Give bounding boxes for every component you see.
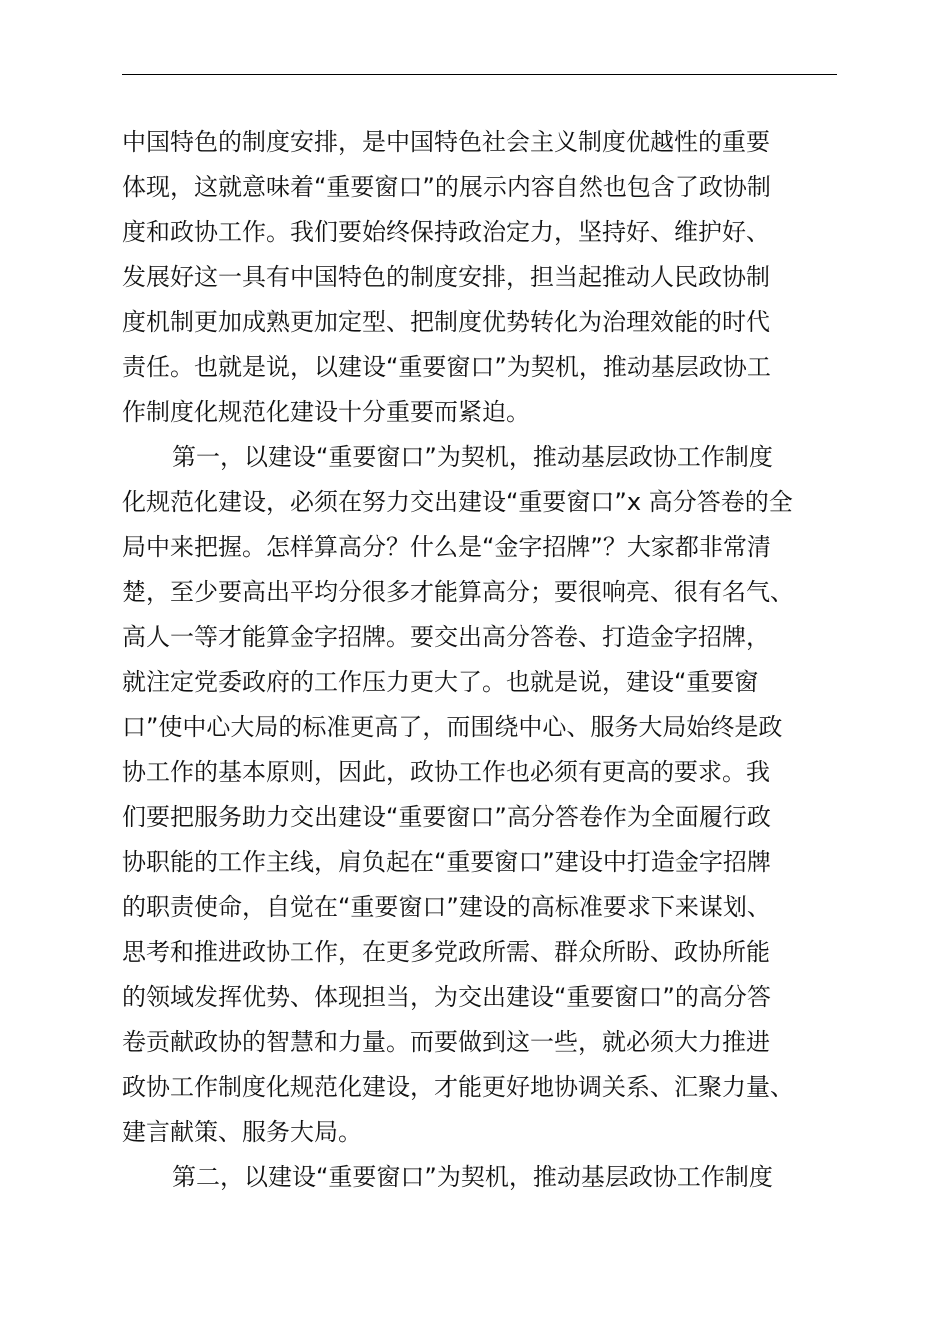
text-line: 局中来把握。怎样算高分？什么是“金字招牌”？大家都非常清 bbox=[122, 533, 771, 561]
text-line: 高人一等才能算金字招牌。要交出高分答卷、打造金字招牌， bbox=[122, 623, 770, 651]
text-line: 楚，至少要高出平均分很多才能算高分；要很响亮、很有名气、 bbox=[122, 578, 794, 606]
text-line: 的领域发挥优势、体现担当，为交出建设“重要窗口”的高分答 bbox=[122, 983, 771, 1011]
document-body bbox=[122, 120, 852, 1200]
paragraph-first-line: 第二，以建设“重要窗口”为契机，推动基层政协工作制度 bbox=[172, 1163, 773, 1191]
text-line: 协职能的工作主线，肩负起在“重要窗口”建设中打造金字招牌 bbox=[122, 848, 771, 876]
text-line: 们要把服务助力交出建设“重要窗口”高分答卷作为全面履行政 bbox=[122, 803, 771, 831]
text-line: 体现，这就意味着“重要窗口”的展示内容自然也包含了政协制 bbox=[122, 173, 771, 201]
text-line: 的职责使命，自觉在“重要窗口”建设的高标准要求下来谋划、 bbox=[122, 893, 771, 921]
text-line: 责任。也就是说，以建设“重要窗口”为契机，推动基层政协工 bbox=[122, 353, 771, 381]
text-line: 协工作的基本原则，因此，政协工作也必须有更高的要求。我 bbox=[122, 758, 770, 786]
header-rule bbox=[122, 74, 837, 75]
text-line: 建言献策、服务大局。 bbox=[122, 1118, 362, 1146]
text-line: 中国特色的制度安排，是中国特色社会主义制度优越性的重要 bbox=[122, 128, 770, 156]
text-line: 度机制更加成熟更加定型、把制度优势转化为治理效能的时代 bbox=[122, 308, 770, 336]
text-line: 发展好这一具有中国特色的制度安排，担当起推动人民政协制 bbox=[122, 263, 770, 291]
paragraph-first-line: 第一，以建设“重要窗口”为契机，推动基层政协工作制度 bbox=[172, 443, 773, 471]
text-line: 政协工作制度化规范化建设，才能更好地协调关系、汇聚力量、 bbox=[122, 1073, 794, 1101]
text-line: 思考和推进政协工作，在更多党政所需、群众所盼、政协所能 bbox=[122, 938, 770, 966]
text-line: 就注定党委政府的工作压力更大了。也就是说，建设“重要窗 bbox=[122, 668, 759, 696]
text-line: 化规范化建设，必须在努力交出建设“重要窗口”x 高分答卷的全 bbox=[122, 488, 793, 516]
text-line: 卷贡献政协的智慧和力量。而要做到这一些，就必须大力推进 bbox=[122, 1028, 770, 1056]
text-line: 口”使中心大局的标准更高了，而围绕中心、服务大局始终是政 bbox=[122, 713, 783, 741]
text-line: 作制度化规范化建设十分重要而紧迫。 bbox=[122, 398, 530, 426]
text-line: 度和政协工作。我们要始终保持政治定力，坚持好、维护好、 bbox=[122, 218, 770, 246]
